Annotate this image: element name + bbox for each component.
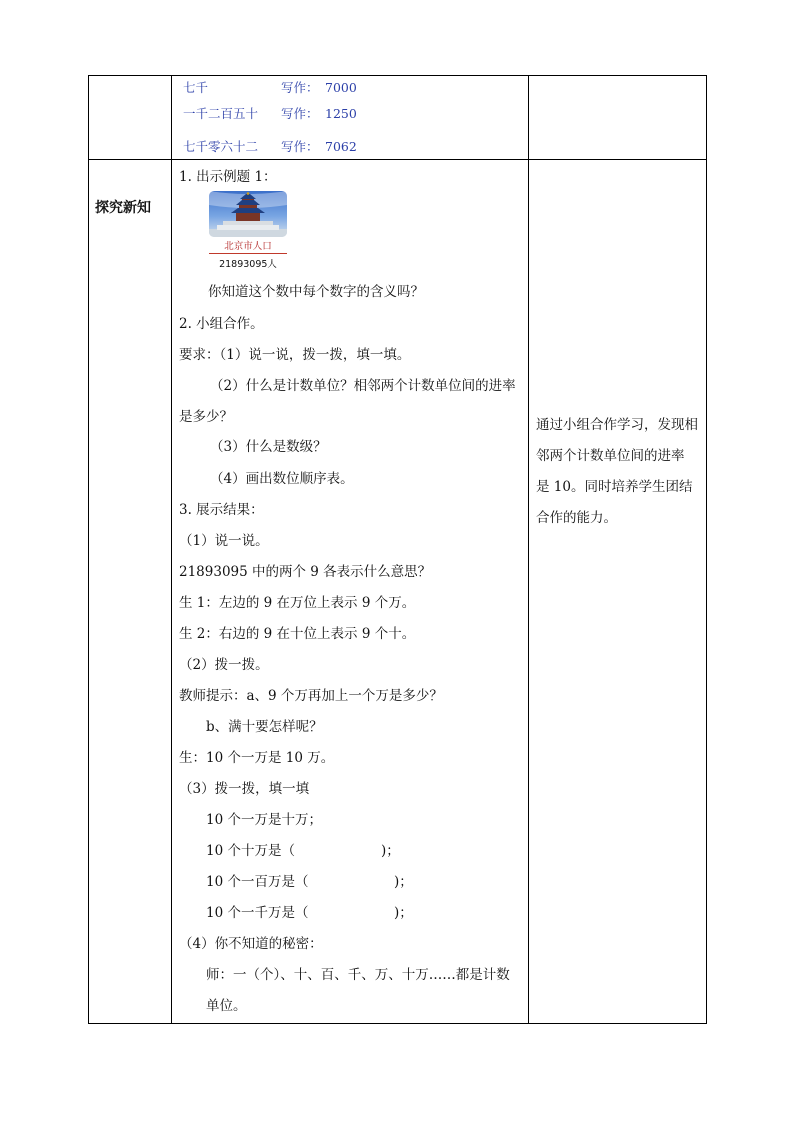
caption-underline (209, 253, 287, 254)
cn-number-2: 一千二百五十 (183, 106, 259, 121)
content-line: 生 2：右边的 9 在十位上表示 9 个十。 (179, 626, 416, 642)
table-row-divider (88, 159, 707, 160)
fill-blank-close: )； (394, 874, 413, 890)
design-note-line: 是 10。同时培养学生团结 (536, 479, 693, 495)
digit-number-3: 7062 (325, 139, 357, 154)
content-line: 师：一（个）、十、百、千、万、十万……都是计数 (206, 967, 510, 983)
content-line: （2）拨一拨。 (179, 657, 269, 673)
design-note-line: 邻两个计数单位间的进率 (536, 448, 685, 464)
content-line: 1. 出示例题 1： (179, 169, 277, 185)
table-border-left (88, 75, 89, 1024)
content-line: 生：10 个一万是 10 万。 (179, 750, 335, 766)
content-line: 21893095 中的两个 9 各表示什么意思？ (179, 564, 432, 580)
fill-blank-line: 10 个一千万是（ (206, 905, 309, 921)
table-border-bottom (88, 1023, 707, 1024)
content-line: （3）什么是数级？ (210, 439, 327, 455)
temple-icon (209, 191, 287, 237)
digit-number-1: 7000 (325, 80, 357, 95)
content-line: 教师提示：a、9 个万再加上一个万是多少？ (179, 688, 443, 704)
content-line: （4）画出数位顺序表。 (210, 471, 354, 487)
write-label-1: 写作： (281, 80, 319, 95)
fill-blank-line: 10 个十万是（ (206, 843, 295, 859)
design-note-line: 合作的能力。 (536, 510, 617, 526)
write-label-2: 写作： (281, 106, 319, 121)
fill-blank-line: 10 个一百万是（ (206, 874, 309, 890)
table-border-right (706, 75, 707, 1024)
section-title: 探究新知 (95, 200, 151, 216)
design-note-line: 通过小组合作学习，发现相 (536, 417, 698, 433)
content-line: 是多少？ (179, 409, 233, 425)
table-divider-1 (171, 75, 172, 1024)
table-border-top (88, 75, 707, 76)
content-line: （3）拨一拨，填一填 (179, 781, 310, 797)
content-line: 10 个一万是十万； (206, 812, 322, 828)
content-line: （4）你不知道的秘密： (179, 936, 323, 952)
fill-blank-close: )； (381, 843, 400, 859)
digit-number-2: 1250 (325, 106, 357, 121)
content-line: 你知道这个数中每个数字的含义吗？ (208, 284, 424, 300)
content-line: 单位。 (206, 998, 247, 1014)
content-line: 2. 小组合作。 (179, 316, 264, 332)
content-line: 要求：（1）说一说，拨一拨，填一填。 (179, 347, 411, 363)
content-line: b、满十要怎样呢？ (206, 719, 323, 735)
write-label-3: 写作： (281, 139, 319, 154)
image-population: 21893095人 (219, 259, 277, 270)
temple-of-heaven-photo (209, 191, 287, 237)
image-caption: 北京市人口 (224, 241, 272, 252)
content-line: 3. 展示结果： (179, 502, 264, 518)
fill-blank-close: )； (394, 905, 413, 921)
table-divider-2 (528, 75, 529, 1024)
content-line: 生 1：左边的 9 在万位上表示 9 个万。 (179, 595, 416, 611)
content-line: （2）什么是计数单位？相邻两个计数单位间的进率 (210, 378, 516, 394)
content-line: （1）说一说。 (179, 533, 269, 549)
cn-number-3: 七千零六十二 (183, 139, 259, 154)
cn-number-1: 七千 (183, 80, 209, 95)
lesson-table (88, 75, 707, 1024)
